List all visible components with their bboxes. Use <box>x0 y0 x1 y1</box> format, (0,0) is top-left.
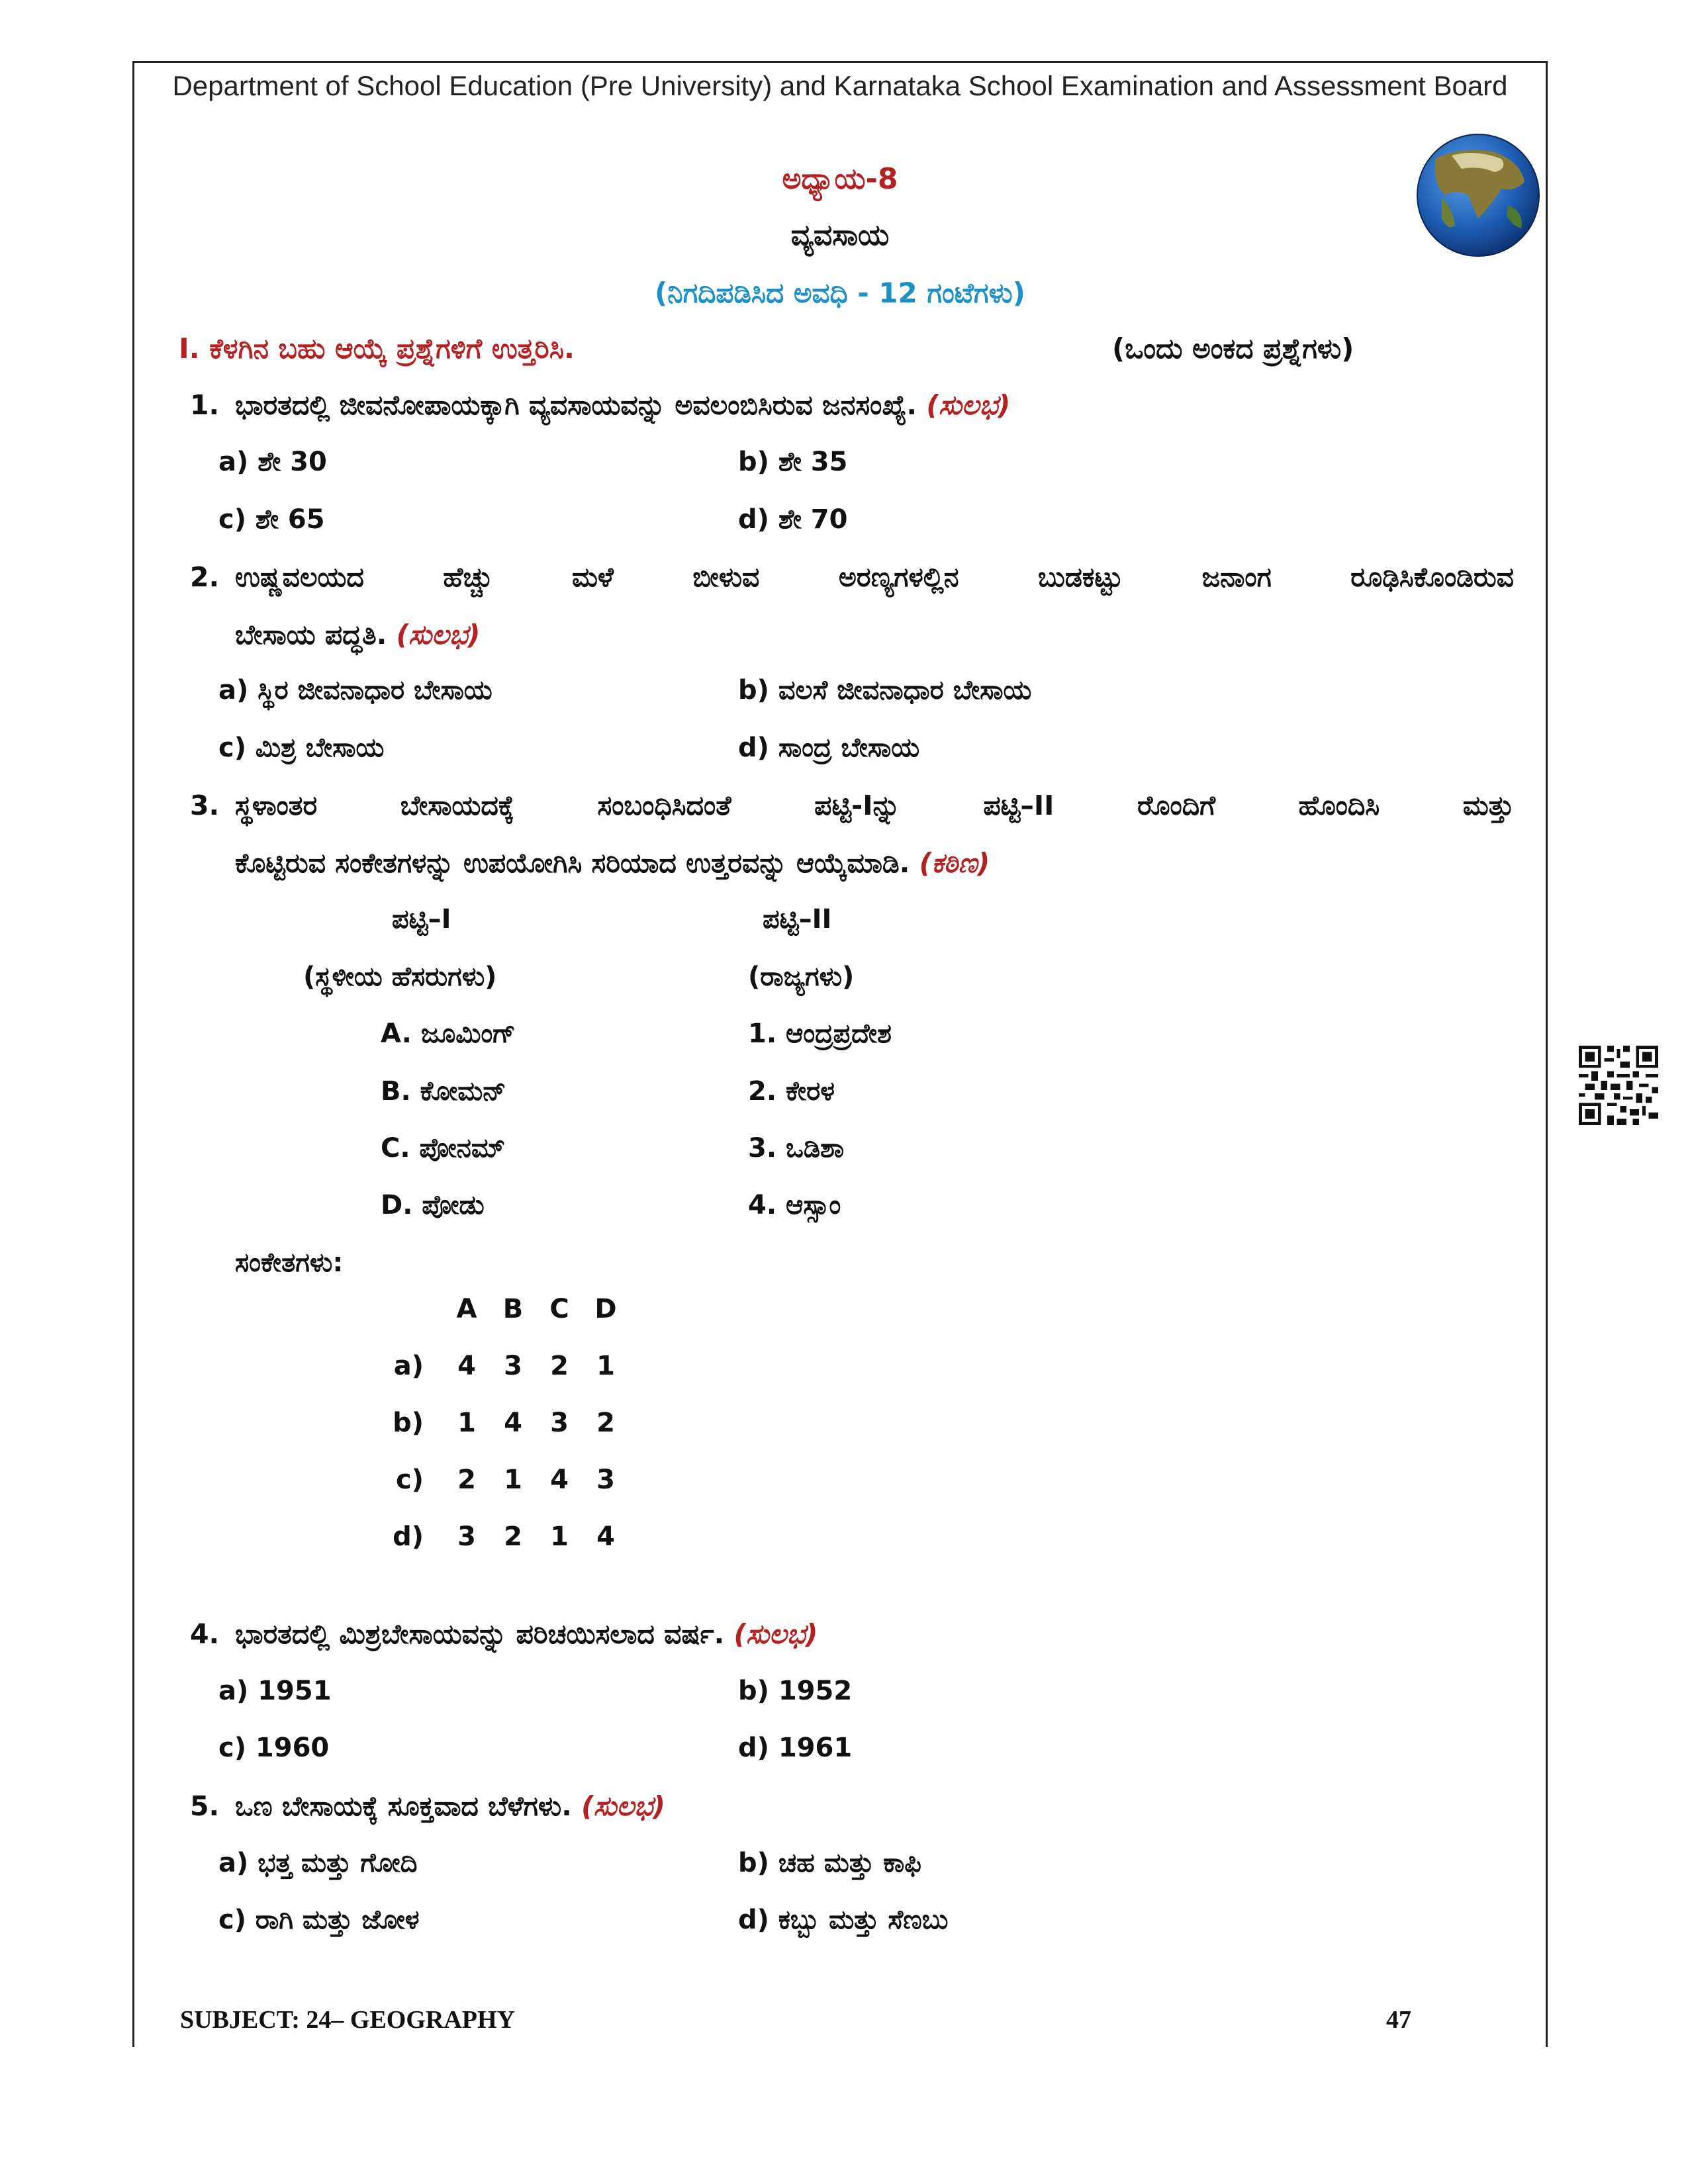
list2-item: 2. ಕೇರಳ <box>748 1076 835 1107</box>
codes-cell: 3 <box>457 1522 476 1552</box>
codes-row-label: a) <box>393 1351 424 1381</box>
codes-table <box>371 1281 629 1565</box>
codes-cell: 4 <box>457 1351 476 1381</box>
list1-item: B. ಕೋಮನ್ <box>381 1076 506 1107</box>
codes-cell: 2 <box>596 1408 615 1438</box>
question-text <box>235 1618 818 1651</box>
codes-row <box>371 1451 629 1508</box>
question-text-line2 <box>235 619 480 651</box>
page-number: 47 <box>1386 2006 1411 2034</box>
option-d: d) ಕಬ್ಬು ಮತ್ತು ಸೆಣಬು <box>738 1905 949 1935</box>
codes-cell: 2 <box>457 1465 476 1495</box>
difficulty-label: (ಸುಲಭ) <box>581 1790 665 1822</box>
codes-label: ಸಂಕೇತಗಳು: <box>235 1248 344 1278</box>
question-number: 1. <box>190 389 220 421</box>
question-text-line1: ಸ್ಥಳಾಂತರ ಬೇಸಾಯದಕ್ಕೆ ಸಂಬಂಧಿಸಿದಂತೆ ಪಟ್ಟಿ-Iನ್ನು ಪಟ್ಟಿ–II ರೊಂದಿಗೆ ಹೊಂದಿಸಿ ಮತ್ತು <box>235 790 1514 821</box>
codes-cell: 3 <box>504 1351 522 1381</box>
codes-cell: 1 <box>457 1408 476 1438</box>
codes-row <box>371 1394 629 1451</box>
codes-cell: 4 <box>550 1465 569 1495</box>
codes-row <box>371 1338 629 1394</box>
codes-row-label: c) <box>396 1465 424 1495</box>
list2-item: 1. ಆಂದ್ರಪ್ರದೇಶ <box>748 1019 892 1049</box>
difficulty-label: (ಕಠಿಣ) <box>919 847 990 879</box>
chapter-number: ಅಧ್ಯಾಯ-8 <box>782 162 898 196</box>
option-b: b) ಚಹ ಮತ್ತು ಕಾಫಿ <box>738 1848 921 1878</box>
option-b: b) 1952 <box>738 1676 853 1706</box>
option-d: d) ಸಾಂದ್ರ ಬೇಸಾಯ <box>738 733 920 763</box>
difficulty-label: (ಸುಲಭ) <box>733 1618 818 1650</box>
codes-cell: 3 <box>550 1408 569 1438</box>
question-text-body: ಭಾರತದಲ್ಲಿ ಮಿಶ್ರಬೇಸಾಯವನ್ನು ಪರಿಚಯಿಸಲಾದ ವರ್ಷ. <box>235 1618 725 1650</box>
codes-header-spacer <box>371 1281 444 1338</box>
question-text-body: ಒಣ ಬೇಸಾಯಕ್ಕೆ ಸೂಕ್ತವಾದ ಬೆಳೆಗಳು. <box>235 1790 572 1822</box>
section-marks: (ಒಂದು ಅಂಕದ ಪ್ರಶ್ನೆಗಳು) <box>1112 332 1354 365</box>
option-a: a) ಸ್ಥಿರ ಜೀವನಾಧಾರ ಬೇಸಾಯ <box>218 675 492 705</box>
codes-row-label: b) <box>393 1408 424 1438</box>
question-text-body: ಭಾರತದಲ್ಲಿ ಜೀವನೋಪಾಯಕ್ಕಾಗಿ ವ್ಯವಸಾಯವನ್ನು ಅವಲಂಬಿಸಿರುವ ಜನಸಂಖ್ಯೆ. <box>235 389 917 421</box>
option-c: c) 1960 <box>218 1733 330 1763</box>
option-c: c) ಶೇ 65 <box>218 504 325 535</box>
section-title: I. ಕೆಳಗಿನ ಬಹು ಆಯ್ಕೆ ಪ್ರಶ್ನೆಗಳಿಗೆ ಉತ್ತರಿಸಿ. <box>179 332 575 365</box>
list1-item: D. ಪೋಡು <box>381 1190 485 1220</box>
question-text-body: ಕೊಟ್ಟಿರುವ ಸಂಕೇತಗಳನ್ನು ಉಪಯೋಗಿಸಿ ಸರಿಯಾದ ಉತ್ತರವನ್ನು ಆಯ್ಕೆಮಾಡಿ. <box>235 847 910 879</box>
question-text-line2 <box>235 847 990 880</box>
codes-header-cell: A <box>456 1294 477 1324</box>
question-number: 5. <box>190 1790 220 1822</box>
list2-title: ಪಟ್ಟಿ–II <box>763 904 832 934</box>
codes-header-cell: D <box>594 1294 617 1324</box>
option-b: b) ಶೇ 35 <box>738 447 848 477</box>
codes-header-row <box>371 1281 629 1338</box>
codes-cell: 1 <box>504 1465 522 1495</box>
difficulty-label: (ಸುಲಭ) <box>396 619 481 651</box>
option-a: a) ಭತ್ತ ಮತ್ತು ಗೋದಿ <box>218 1848 418 1878</box>
list2-subtitle: (ರಾಜ್ಯಗಳು) <box>748 962 855 992</box>
option-c: c) ರಾಗಿ ಮತ್ತು ಜೋಳ <box>218 1905 420 1935</box>
list2-item: 4. ಆಸ್ಸಾಂ <box>748 1190 841 1220</box>
question-number: 2. <box>190 561 220 593</box>
codes-row-label: d) <box>393 1522 424 1552</box>
question-text-line1: ಉಷ್ಣವಲಯದ ಹೆಚ್ಚು ಮಳೆ ಬೀಳುವ ಅರಣ್ಯಗಳಲ್ಲಿನ ಬುಡಕಟ್ಟು ಜನಾಂಗ ರೂಢಿಸಿಕೊಂಡಿರುವ <box>235 561 1514 593</box>
codes-cell: 1 <box>550 1522 569 1552</box>
option-d: d) ಶೇ 70 <box>738 504 848 535</box>
option-c: c) ಮಿಶ್ರ ಬೇಸಾಯ <box>218 733 385 763</box>
codes-cell: 3 <box>596 1465 615 1495</box>
codes-cell: 2 <box>550 1351 569 1381</box>
page-header: Department of School Education (Pre University) and Karnataka School Examination and Assessment Board <box>172 70 1508 101</box>
option-b: b) ವಲಸೆ ಜೀವನಾಧಾರ ಬೇಸಾಯ <box>738 675 1032 705</box>
list1-item: C. ಪೋನಮ್ <box>381 1133 505 1163</box>
option-a: a) ಶೇ 30 <box>218 447 327 477</box>
codes-cell: 2 <box>504 1522 522 1552</box>
question-text-body: ಬೇಸಾಯ ಪದ್ಧತಿ. <box>235 619 387 651</box>
question-text <box>235 1790 665 1823</box>
list1-subtitle: (ಸ್ಥಳೀಯ ಹೆಸರುಗಳು) <box>303 962 497 992</box>
codes-cell: 1 <box>596 1351 615 1381</box>
question-number: 3. <box>190 790 220 821</box>
chapter-title: ವ್ಯವಸಾಯ <box>790 218 890 252</box>
codes-cell: 4 <box>504 1408 522 1438</box>
difficulty-label: (ಸುಲಭ) <box>926 389 1011 421</box>
option-a: a) 1951 <box>218 1676 332 1706</box>
duration: (ನಿಗದಿಪಡಿಸಿದ ಅವಧಿ - 12 ಗಂಟೆಗಳು) <box>655 277 1025 309</box>
list1-item: A. ಜೂಮಿಂಗ್ <box>381 1019 516 1049</box>
codes-cell: 4 <box>596 1522 615 1552</box>
question-text <box>235 389 1010 422</box>
list2-item: 3. ಒಡಿಶಾ <box>748 1133 845 1163</box>
question-number: 4. <box>190 1618 220 1650</box>
list1-title: ಪಟ್ಟಿ–I <box>392 904 451 934</box>
option-d: d) 1961 <box>738 1733 853 1763</box>
codes-row <box>371 1508 629 1565</box>
qr-code-icon <box>1579 1046 1658 1125</box>
codes-header-cell: C <box>549 1294 569 1324</box>
footer-subject: SUBJECT: 24– GEOGRAPHY <box>180 2006 516 2034</box>
codes-header-cell: B <box>502 1294 524 1324</box>
